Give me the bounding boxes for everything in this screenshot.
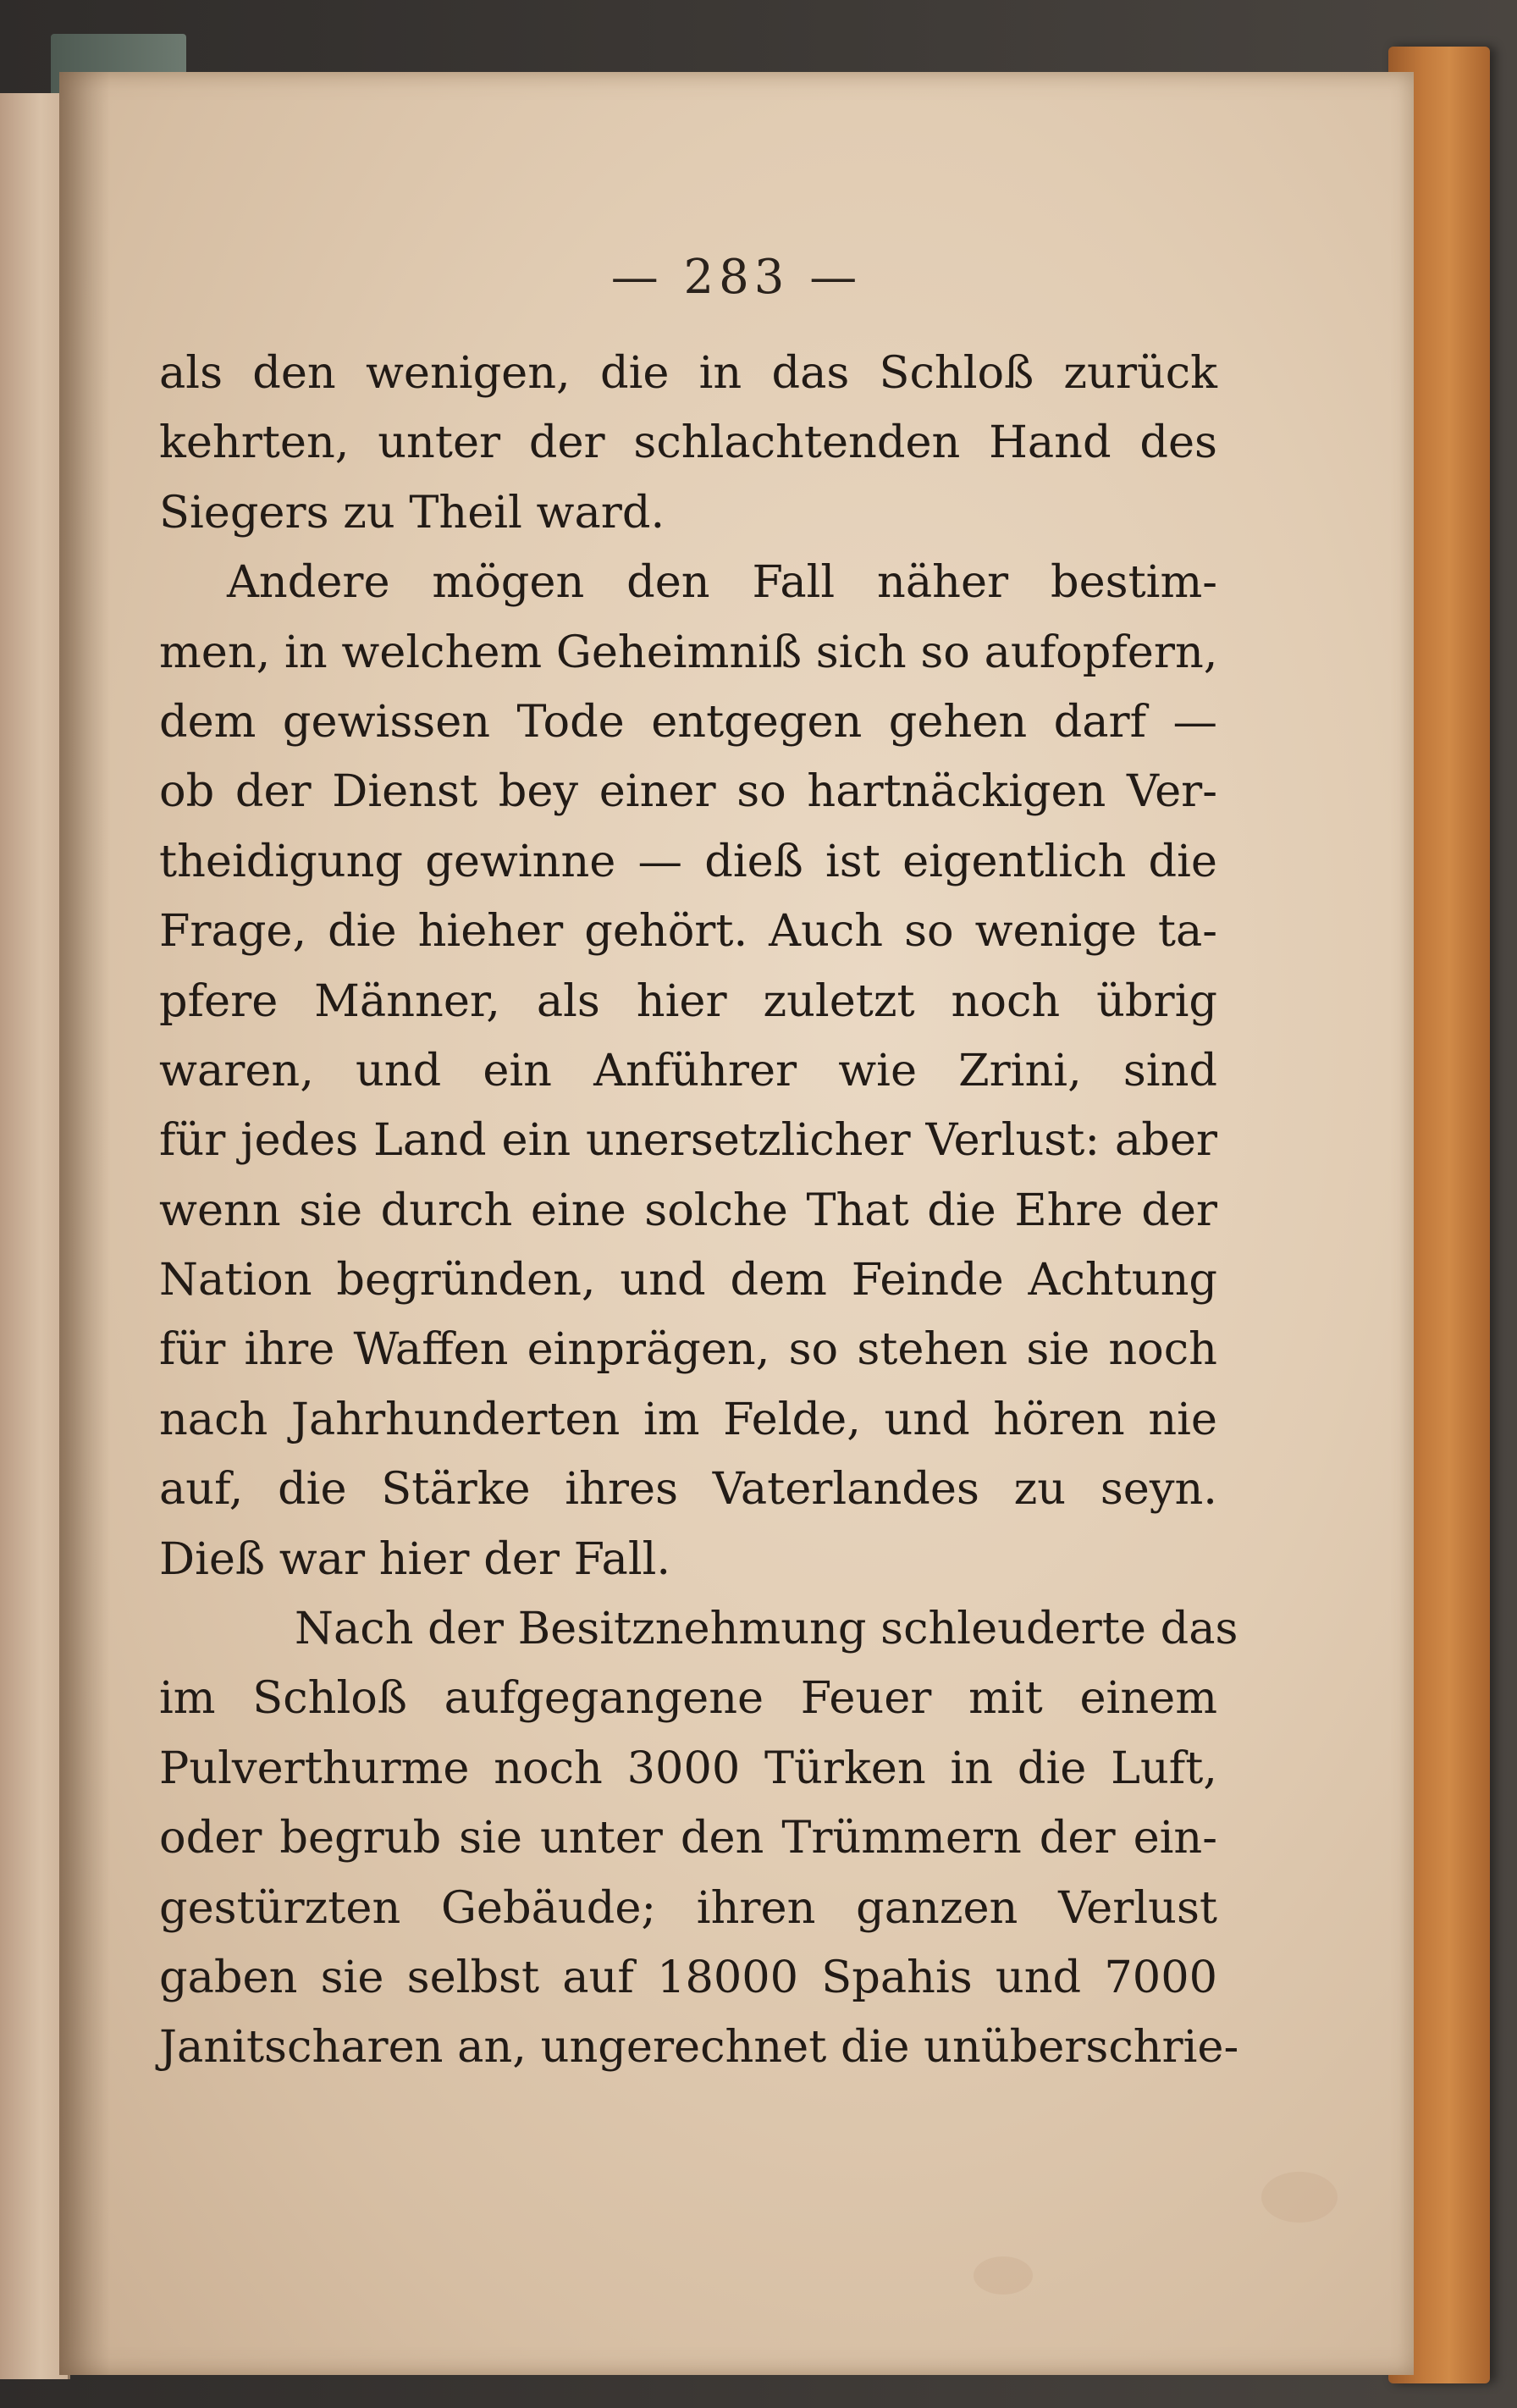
text-line: Siegers zu Theil ward.	[159, 486, 665, 538]
text-line: kehrten, unter der schlachtenden Hand des	[159, 417, 1217, 469]
page-header: — 283 —	[610, 250, 863, 305]
text-line: oder begrub sie unter den Trümmern der ein-	[159, 1812, 1217, 1864]
text-line: als den wenigen, die in das Schloß zurück	[159, 347, 1217, 399]
text-line: ob der Dienst bey einer so hartnäckigen Ver-	[159, 765, 1217, 818]
text-line: wenn sie durch eine solche That die Ehre der	[159, 1184, 1217, 1236]
text-line: theidigung gewinne — dieß ist eigentlich die	[159, 835, 1217, 887]
book-page	[59, 72, 1414, 2375]
text-line: für jedes Land ein unersetzlicher Verlust: aber	[159, 1114, 1217, 1167]
paper-stain	[1261, 2172, 1338, 2223]
body-text	[159, 339, 1239, 2083]
text-line: Dieß war hier der Fall.	[159, 1533, 671, 1585]
text-line: für ihre Waffen einprägen, so stehen sie noch	[159, 1323, 1217, 1376]
text-line: gestürzten Gebäude; ihren ganzen Verlust	[159, 1881, 1217, 1934]
text-line: auf, die Stärke ihres Vaterlandes zu seyn.	[159, 1463, 1217, 1516]
text-line: Pulverthurme noch 3000 Türken in die Luft,	[159, 1742, 1217, 1794]
text-line: Nation begründen, und dem Feinde Achtung	[159, 1254, 1217, 1306]
text-line: gaben sie selbst auf 18000 Spahis und 7000	[159, 1951, 1217, 2003]
gutter-shadow	[59, 72, 110, 2375]
text-line: Frage, die hieher gehört. Auch so wenige ta-	[159, 905, 1217, 958]
text-line: men, in welchem Geheimniß sich so aufopfern,	[159, 626, 1218, 678]
text-line: dem gewissen Tode entgegen gehen darf —	[159, 695, 1217, 748]
text-line: waren, und ein Anführer wie Zrini, sind	[159, 1044, 1217, 1096]
text-line: pfere Männer, als hier zuletzt noch übrig	[159, 975, 1217, 1027]
text-line: Nach der Besitznehmung schleuderte das	[295, 1603, 1238, 1655]
text-line: im Schloß aufgegangene Feuer mit einem	[159, 1672, 1217, 1725]
text-line: Janitscharen an, ungerechnet die unüberschrie-	[159, 2021, 1239, 2074]
text-line: Andere mögen den Fall näher bestim-	[227, 556, 1217, 609]
text-line: nach Jahrhunderten im Felde, und hören nie	[159, 1393, 1217, 1445]
paper-stain	[974, 2256, 1033, 2295]
